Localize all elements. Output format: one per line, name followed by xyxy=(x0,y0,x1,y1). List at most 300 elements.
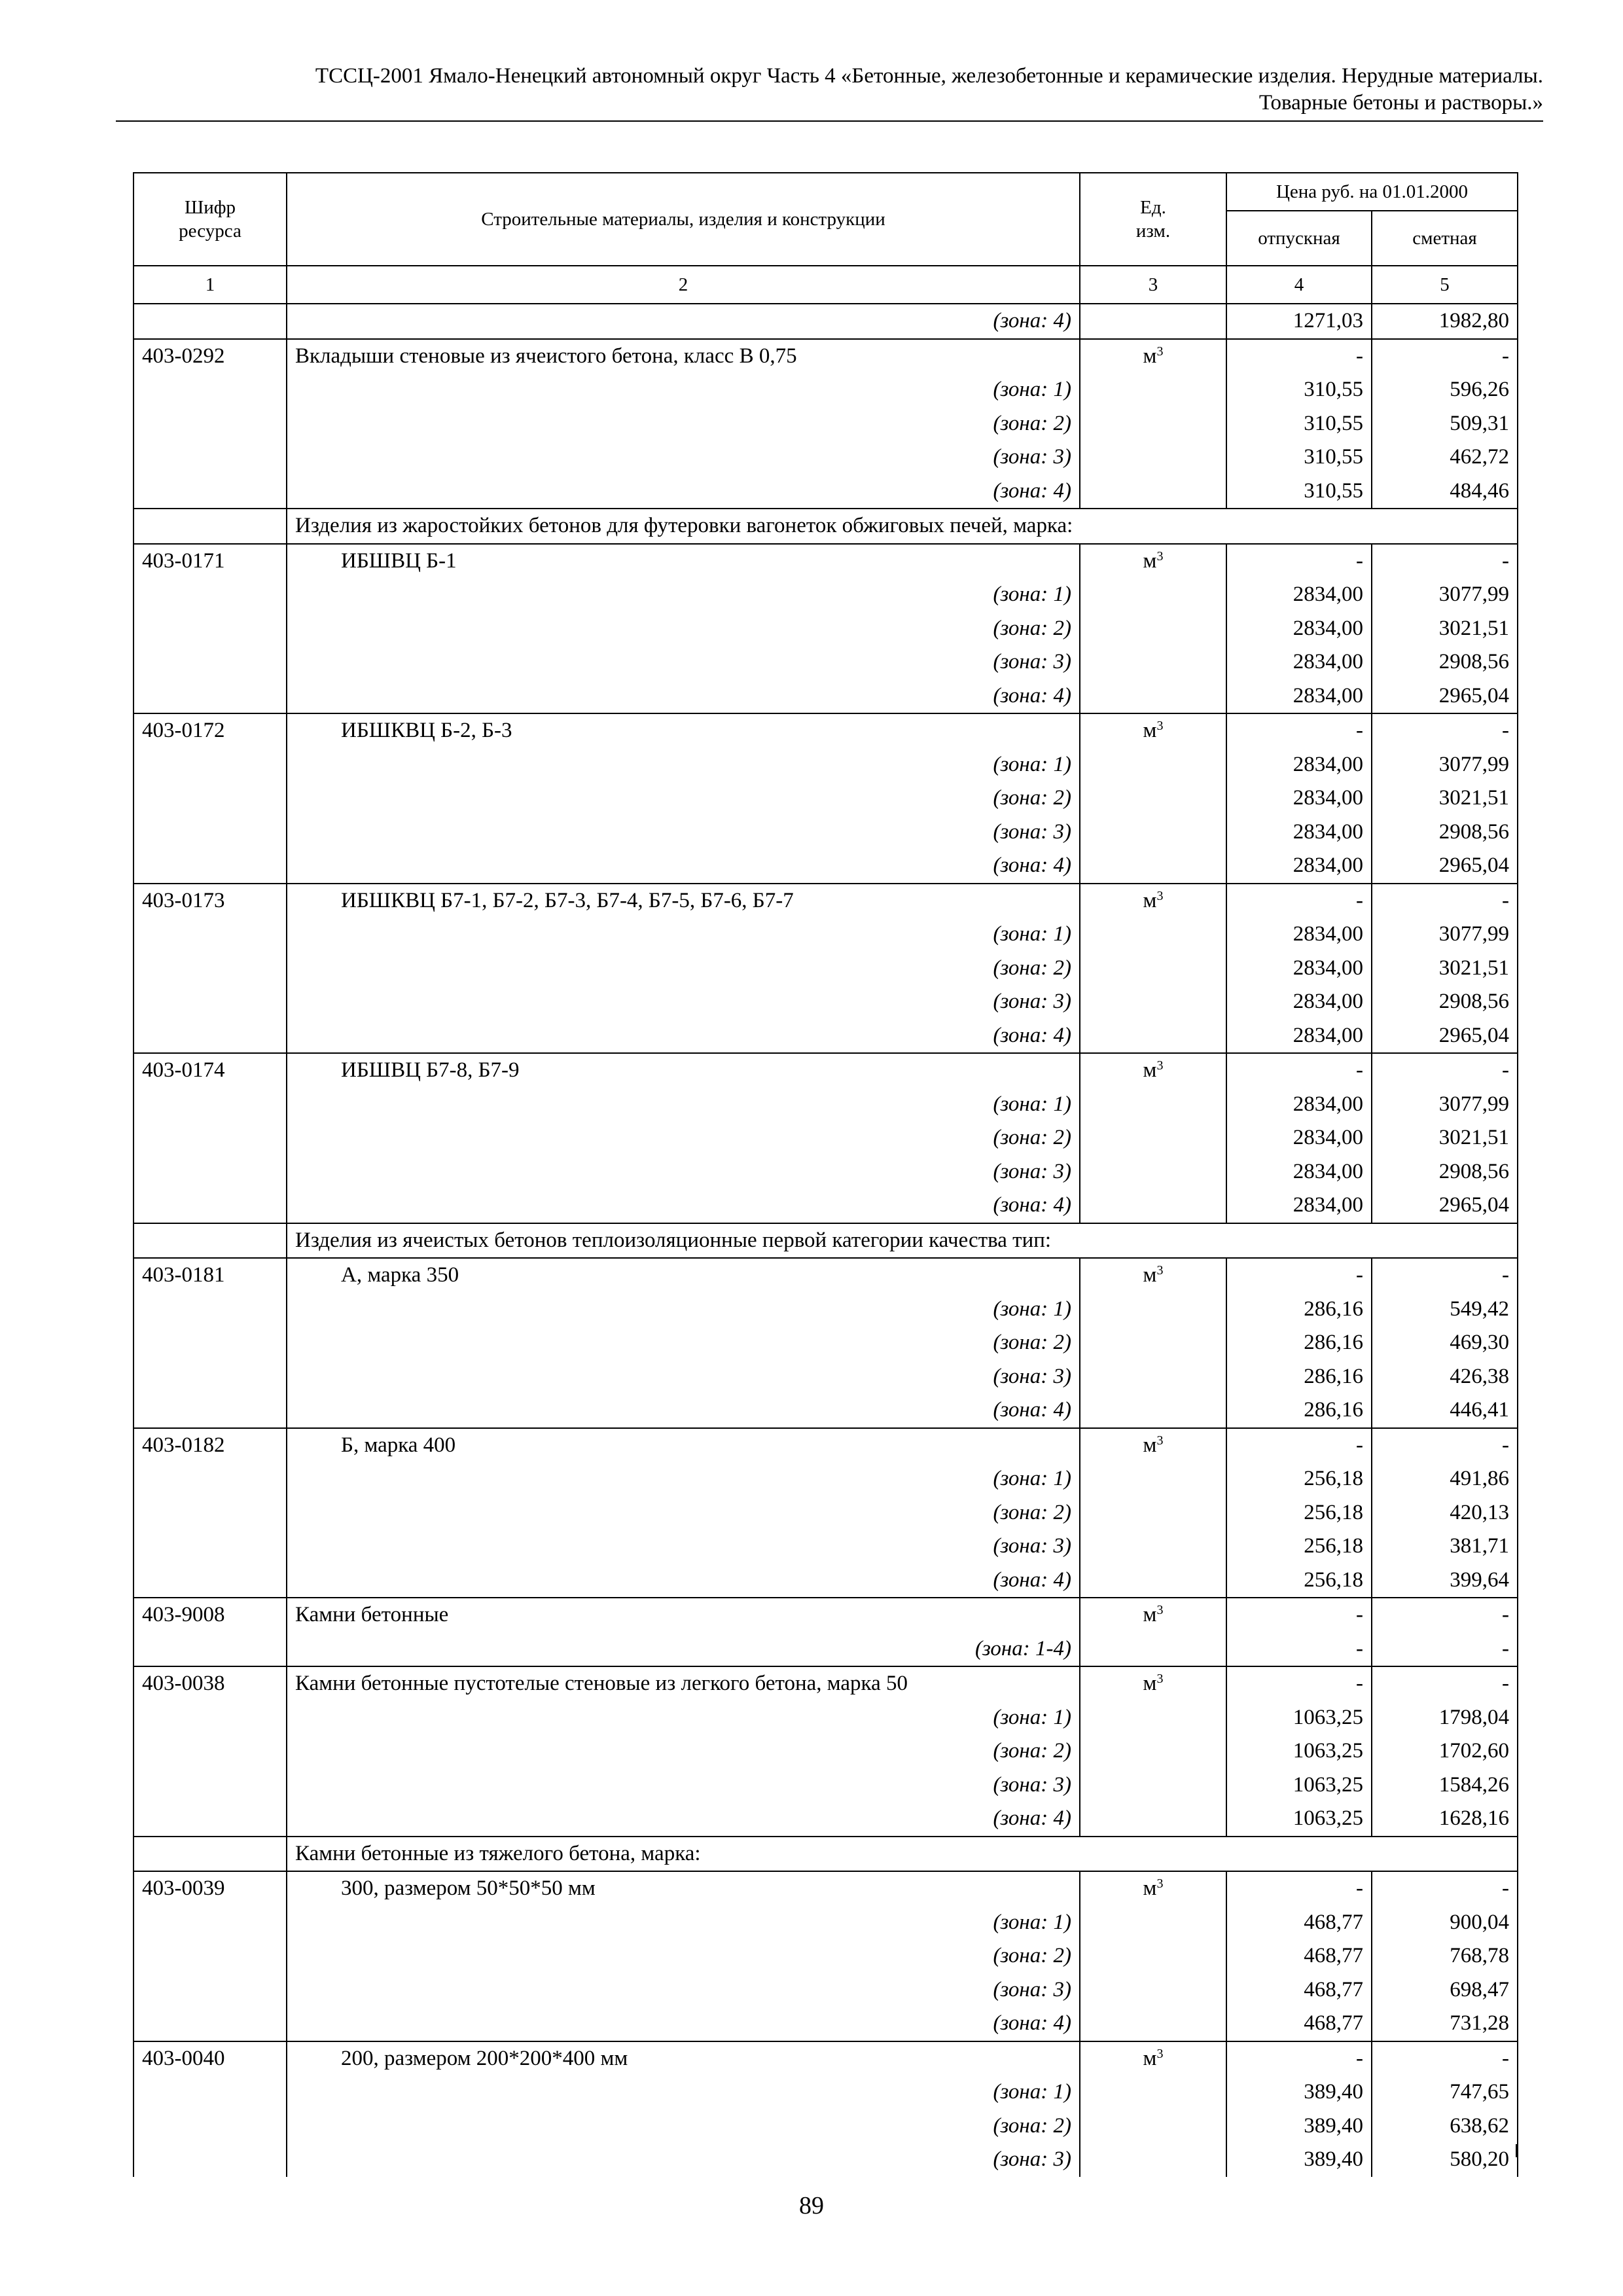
zone-label: (зона: 4) xyxy=(287,849,1080,884)
release-price: - xyxy=(1226,339,1372,374)
resource-code-cell xyxy=(134,1326,287,1360)
unit-cell xyxy=(1080,1155,1226,1189)
unit-cell xyxy=(1080,713,1226,748)
resource-code-cell xyxy=(134,781,287,816)
col-header-material: Строительные материалы, изделия и конструкции xyxy=(287,173,1080,266)
zone-label: (зона: 2) xyxy=(287,952,1080,986)
release-price: 310,55 xyxy=(1226,440,1372,475)
unit-label: м xyxy=(1143,1058,1157,1082)
unit-exponent: 3 xyxy=(1156,2046,1164,2061)
resource-code-cell xyxy=(134,2007,287,2041)
resource-code-cell xyxy=(134,1802,287,1837)
zone-label: (зона: 2) xyxy=(287,2109,1080,2144)
zone-price-row xyxy=(134,1088,1518,1122)
release-price: 2834,00 xyxy=(1226,781,1372,816)
material-name: ИБШВЦ Б7-8, Б7-9 xyxy=(287,1053,1080,1088)
unit-cell xyxy=(1080,816,1226,850)
group-heading: Изделия из ячеистых бетонов теплоизоляционные первой категории качества тип: xyxy=(287,1223,1518,1259)
unit-cell xyxy=(1080,578,1226,612)
estimate-price: 469,30 xyxy=(1372,1326,1518,1360)
zone-price-row xyxy=(134,1293,1518,1327)
resource-code-cell xyxy=(134,645,287,679)
resource-code-cell xyxy=(134,440,287,475)
resource-code-cell xyxy=(134,1360,287,1394)
estimate-price: - xyxy=(1372,1632,1518,1667)
estimate-price: 580,20 xyxy=(1372,2143,1518,2177)
material-name: 300, размером 50*50*50 мм xyxy=(287,1871,1080,1906)
resource-code-cell xyxy=(134,2143,287,2177)
resource-code-cell xyxy=(134,1496,287,1530)
zone-price-row xyxy=(134,1973,1518,2007)
resource-code: 403-0039 xyxy=(134,1871,287,1906)
estimate-price: 484,46 xyxy=(1372,475,1518,509)
estimate-price: 491,86 xyxy=(1372,1462,1518,1496)
release-price: 1063,25 xyxy=(1226,1701,1372,1735)
zone-price-row xyxy=(134,985,1518,1019)
zone-price-row xyxy=(134,1701,1518,1735)
estimate-price: 900,04 xyxy=(1372,1906,1518,1940)
zone-price-row xyxy=(134,475,1518,509)
running-header xyxy=(118,63,1543,117)
page-number: 89 xyxy=(799,2192,824,2219)
resource-code-cell xyxy=(134,2109,287,2144)
zone-price-row xyxy=(134,2007,1518,2041)
resource-code-cell xyxy=(134,1701,287,1735)
unit-cell xyxy=(1080,339,1226,374)
release-price: 468,77 xyxy=(1226,1906,1372,1940)
column-border-ext xyxy=(286,2144,287,2157)
zone-price-row xyxy=(134,849,1518,884)
col-number-5: 5 xyxy=(1372,266,1518,304)
zone-label: (зона: 4) xyxy=(287,304,1080,339)
release-price: 1063,25 xyxy=(1226,1768,1372,1803)
release-price: 2834,00 xyxy=(1226,1019,1372,1054)
zone-label: (зона: 2) xyxy=(287,407,1080,441)
release-price: 2834,00 xyxy=(1226,816,1372,850)
material-name: Камни бетонные xyxy=(287,1598,1080,1632)
zone-label: (зона: 4) xyxy=(287,1019,1080,1054)
col-number-2: 2 xyxy=(287,266,1080,304)
col-header-estimate-price: сметная xyxy=(1372,211,1518,266)
unit-cell xyxy=(1080,884,1226,918)
zone-label: (зона: 1) xyxy=(287,1088,1080,1122)
unit-cell xyxy=(1080,1293,1226,1327)
unit-cell xyxy=(1080,1121,1226,1155)
resource-code-cell xyxy=(134,509,287,544)
release-price: 310,55 xyxy=(1226,407,1372,441)
unit-cell xyxy=(1080,918,1226,952)
zone-label: (зона: 3) xyxy=(287,1530,1080,1564)
unit-cell xyxy=(1080,1019,1226,1054)
estimate-price: - xyxy=(1372,1053,1518,1088)
zone-price-row xyxy=(134,952,1518,986)
running-header-line-2: Товарные бетоны и растворы.» xyxy=(1258,91,1543,115)
resource-row xyxy=(134,1053,1518,1088)
unit-cell xyxy=(1080,1530,1226,1564)
release-price: 389,40 xyxy=(1226,2075,1372,2109)
zone-price-row xyxy=(134,407,1518,441)
zone-price-row xyxy=(134,1019,1518,1054)
estimate-price: 2908,56 xyxy=(1372,645,1518,679)
resource-code-cell xyxy=(134,475,287,509)
zone-price-row xyxy=(134,1906,1518,1940)
estimate-price: 426,38 xyxy=(1372,1360,1518,1394)
estimate-price: - xyxy=(1372,1871,1518,1906)
zone-label: (зона: 2) xyxy=(287,1326,1080,1360)
unit-cell xyxy=(1080,1564,1226,1598)
unit-label: м xyxy=(1143,1603,1157,1626)
estimate-price: 1798,04 xyxy=(1372,1701,1518,1735)
release-price: 2834,00 xyxy=(1226,918,1372,952)
table-body xyxy=(134,304,1518,2177)
col-header-code: Шифр ресурса xyxy=(134,173,287,266)
unit-cell xyxy=(1080,679,1226,714)
zone-label: (зона: 3) xyxy=(287,1360,1080,1394)
release-price: 389,40 xyxy=(1226,2109,1372,2144)
material-name: Вкладыши стеновые из ячеистого бетона, класс В 0,75 xyxy=(287,339,1080,374)
estimate-price: - xyxy=(1372,339,1518,374)
resource-code-cell xyxy=(134,1223,287,1259)
release-price: 256,18 xyxy=(1226,1496,1372,1530)
unit-label: м xyxy=(1143,548,1157,573)
material-name: А, марка 350 xyxy=(287,1258,1080,1293)
resource-row xyxy=(134,339,1518,374)
zone-price-row xyxy=(134,2109,1518,2144)
estimate-price: - xyxy=(1372,544,1518,579)
running-header-line-1: ТССЦ-2001 Ямало-Ненецкий автономный округ Часть 4 «Бетонные, железобетонные и керамические изделия. Нерудные материалы. xyxy=(315,64,1543,88)
zone-label: (зона: 2) xyxy=(287,1121,1080,1155)
estimate-price: 2965,04 xyxy=(1372,1189,1518,1223)
release-price: 1063,25 xyxy=(1226,1802,1372,1837)
resource-code-cell xyxy=(134,918,287,952)
group-heading: Камни бетонные из тяжелого бетона, марка: xyxy=(287,1837,1518,1872)
resource-row xyxy=(134,1871,1518,1906)
unit-exponent: 3 xyxy=(1156,1433,1164,1448)
unit-exponent: 3 xyxy=(1156,344,1164,359)
estimate-price: 2965,04 xyxy=(1372,1019,1518,1054)
resource-code-cell xyxy=(134,1530,287,1564)
resource-code-cell xyxy=(134,1155,287,1189)
release-price: 2834,00 xyxy=(1226,985,1372,1019)
estimate-price: 3021,51 xyxy=(1372,1121,1518,1155)
estimate-price: 3021,51 xyxy=(1372,612,1518,646)
zone-price-row xyxy=(134,1632,1518,1667)
zone-price-row xyxy=(134,645,1518,679)
zone-label: (зона: 1) xyxy=(287,1462,1080,1496)
release-price: 2834,00 xyxy=(1226,1088,1372,1122)
zone-label: (зона: 3) xyxy=(287,2143,1080,2177)
resource-code-cell xyxy=(134,612,287,646)
zone-price-row xyxy=(134,679,1518,714)
zone-price-row xyxy=(134,1393,1518,1428)
group-heading-row xyxy=(134,509,1518,544)
zone-price-row xyxy=(134,1189,1518,1223)
resource-code-cell xyxy=(134,679,287,714)
unit-exponent: 3 xyxy=(1156,719,1164,733)
zone-price-row xyxy=(134,1496,1518,1530)
col-header-unit: Ед. изм. xyxy=(1080,173,1226,266)
zone-label: (зона: 3) xyxy=(287,440,1080,475)
unit-cell xyxy=(1080,2143,1226,2177)
estimate-price: - xyxy=(1372,884,1518,918)
material-name: Камни бетонные пустотелые стеновые из легкого бетона, марка 50 xyxy=(287,1666,1080,1701)
resource-row xyxy=(134,713,1518,748)
zone-label: (зона: 1) xyxy=(287,748,1080,782)
estimate-price: 2965,04 xyxy=(1372,679,1518,714)
header-rule xyxy=(116,120,1543,122)
release-price: - xyxy=(1226,1666,1372,1701)
resource-code-cell xyxy=(134,1564,287,1598)
release-price: 286,16 xyxy=(1226,1293,1372,1327)
resource-code-cell xyxy=(134,2075,287,2109)
unit-cell xyxy=(1080,1393,1226,1428)
estimate-price: 399,64 xyxy=(1372,1564,1518,1598)
zone-label: (зона: 4) xyxy=(287,1189,1080,1223)
zone-price-row xyxy=(134,748,1518,782)
estimate-price: 3077,99 xyxy=(1372,1088,1518,1122)
estimate-price: - xyxy=(1372,1666,1518,1701)
estimate-price: 3077,99 xyxy=(1372,578,1518,612)
material-name: 200, размером 200*200*400 мм xyxy=(287,2041,1080,2076)
zone-price-row xyxy=(134,1768,1518,1803)
zone-price-row xyxy=(134,918,1518,952)
unit-cell xyxy=(1080,544,1226,579)
resource-code-cell xyxy=(134,1973,287,2007)
resource-code-cell xyxy=(134,1019,287,1054)
release-price: - xyxy=(1226,1053,1372,1088)
zone-price-row xyxy=(134,1360,1518,1394)
estimate-price: 596,26 xyxy=(1372,373,1518,407)
estimate-price: 2908,56 xyxy=(1372,985,1518,1019)
unit-label: м xyxy=(1143,719,1157,742)
release-price: 2834,00 xyxy=(1226,612,1372,646)
estimate-price: 638,62 xyxy=(1372,2109,1518,2144)
unit-label: м xyxy=(1143,1672,1157,1695)
estimate-price: 3021,51 xyxy=(1372,952,1518,986)
estimate-price: 381,71 xyxy=(1372,1530,1518,1564)
unit-cell xyxy=(1080,1258,1226,1293)
estimate-price: 462,72 xyxy=(1372,440,1518,475)
resource-code: 403-0040 xyxy=(134,2041,287,2076)
col-number-1: 1 xyxy=(134,266,287,304)
resource-code-cell xyxy=(134,1189,287,1223)
resource-code: 403-0171 xyxy=(134,544,287,579)
resource-code: 403-0173 xyxy=(134,884,287,918)
column-border-ext xyxy=(1079,2144,1080,2157)
estimate-price: 446,41 xyxy=(1372,1393,1518,1428)
zone-price-row xyxy=(134,781,1518,816)
zone-price-row xyxy=(134,1802,1518,1837)
resource-code: 403-0182 xyxy=(134,1428,287,1463)
resource-code-cell xyxy=(134,373,287,407)
resource-code-cell xyxy=(134,952,287,986)
release-price: - xyxy=(1226,1598,1372,1632)
unit-cell xyxy=(1080,985,1226,1019)
col-header-price: Цена руб. на 01.01.2000 xyxy=(1226,173,1518,211)
release-price: 286,16 xyxy=(1226,1393,1372,1428)
estimate-price: 3021,51 xyxy=(1372,781,1518,816)
resource-code-cell xyxy=(134,849,287,884)
zone-label: (зона: 2) xyxy=(287,1734,1080,1768)
material-name: ИБШКВЦ Б-2, Б-3 xyxy=(287,713,1080,748)
resource-code-cell xyxy=(134,985,287,1019)
zone-label: (зона: 3) xyxy=(287,1155,1080,1189)
resource-code-cell xyxy=(134,1088,287,1122)
release-price: 2834,00 xyxy=(1226,1121,1372,1155)
unit-cell xyxy=(1080,2007,1226,2041)
unit-label: м xyxy=(1143,2046,1157,2070)
release-price: - xyxy=(1226,884,1372,918)
estimate-price: - xyxy=(1372,1598,1518,1632)
estimate-price: 2965,04 xyxy=(1372,849,1518,884)
resource-code-cell xyxy=(134,1734,287,1768)
resource-row xyxy=(134,1258,1518,1293)
unit-cell xyxy=(1080,1871,1226,1906)
resource-row xyxy=(134,1666,1518,1701)
resource-code: 403-9008 xyxy=(134,1598,287,1632)
zone-label: (зона: 4) xyxy=(287,1802,1080,1837)
estimate-price: 1702,60 xyxy=(1372,1734,1518,1768)
unit-cell xyxy=(1080,849,1226,884)
release-price: 389,40 xyxy=(1226,2143,1372,2177)
unit-cell xyxy=(1080,304,1226,339)
zone-price-row xyxy=(134,1155,1518,1189)
resource-code-cell xyxy=(134,1293,287,1327)
unit-cell xyxy=(1080,373,1226,407)
release-price: 2834,00 xyxy=(1226,748,1372,782)
release-price: 256,18 xyxy=(1226,1530,1372,1564)
zone-label: (зона: 1) xyxy=(287,1701,1080,1735)
zone-label: (зона: 1) xyxy=(287,1293,1080,1327)
column-border-ext xyxy=(133,2144,134,2157)
resource-code-cell xyxy=(134,1121,287,1155)
unit-cell xyxy=(1080,1326,1226,1360)
estimate-price: 747,65 xyxy=(1372,2075,1518,2109)
unit-cell xyxy=(1080,1360,1226,1394)
resource-row xyxy=(134,2041,1518,2076)
release-price: - xyxy=(1226,1428,1372,1463)
resource-code-cell xyxy=(134,1393,287,1428)
estimate-price: 1982,80 xyxy=(1372,304,1518,339)
resource-code-cell xyxy=(134,1768,287,1803)
estimate-price: 549,42 xyxy=(1372,1293,1518,1327)
unit-cell xyxy=(1080,1088,1226,1122)
unit-cell xyxy=(1080,952,1226,986)
zone-price-row xyxy=(134,440,1518,475)
zone-label: (зона: 1-4) xyxy=(287,1632,1080,1667)
col-number-4: 4 xyxy=(1226,266,1372,304)
unit-cell xyxy=(1080,2075,1226,2109)
release-price: 2834,00 xyxy=(1226,1189,1372,1223)
release-price: 286,16 xyxy=(1226,1360,1372,1394)
resource-code-cell xyxy=(134,304,287,339)
resource-code-cell xyxy=(134,578,287,612)
col-number-3: 3 xyxy=(1080,266,1226,304)
zone-price-row xyxy=(134,1326,1518,1360)
unit-cell xyxy=(1080,2109,1226,2144)
resource-row xyxy=(134,1598,1518,1632)
resource-row xyxy=(134,1428,1518,1463)
resource-code-cell xyxy=(134,816,287,850)
unit-label: м xyxy=(1143,344,1157,368)
estimate-price: 509,31 xyxy=(1372,407,1518,441)
estimate-price: 2908,56 xyxy=(1372,1155,1518,1189)
group-heading-row xyxy=(134,1223,1518,1259)
release-price: 468,77 xyxy=(1226,1973,1372,2007)
resource-code-cell xyxy=(134,407,287,441)
zone-label: (зона: 1) xyxy=(287,578,1080,612)
unit-cell xyxy=(1080,475,1226,509)
zone-label: (зона: 3) xyxy=(287,985,1080,1019)
zone-price-row xyxy=(134,1462,1518,1496)
unit-label: м xyxy=(1143,888,1157,912)
unit-cell xyxy=(1080,1428,1226,1463)
zone-price-row xyxy=(134,1939,1518,1973)
release-price: 2834,00 xyxy=(1226,849,1372,884)
resource-code: 403-0172 xyxy=(134,713,287,748)
unit-exponent: 3 xyxy=(1156,1263,1164,1278)
release-price: 2834,00 xyxy=(1226,679,1372,714)
resource-row xyxy=(134,884,1518,918)
release-price: - xyxy=(1226,544,1372,579)
resource-code-cell xyxy=(134,1939,287,1973)
estimate-price: - xyxy=(1372,713,1518,748)
resource-code-cell xyxy=(134,1462,287,1496)
zone-label: (зона: 1) xyxy=(287,2075,1080,2109)
resource-code: 403-0181 xyxy=(134,1258,287,1293)
unit-cell xyxy=(1080,2041,1226,2076)
estimate-price: 1628,16 xyxy=(1372,1802,1518,1837)
zone-label: (зона: 2) xyxy=(287,1939,1080,1973)
zone-label: (зона: 2) xyxy=(287,612,1080,646)
release-price: - xyxy=(1226,2041,1372,2076)
resource-code-cell xyxy=(134,1906,287,1940)
zone-label: (зона: 2) xyxy=(287,781,1080,816)
col-header-release-price: отпускная xyxy=(1226,211,1372,266)
material-name: ИБШКВЦ Б7-1, Б7-2, Б7-3, Б7-4, Б7-5, Б7-6, Б7-7 xyxy=(287,884,1080,918)
release-price: 1063,25 xyxy=(1226,1734,1372,1768)
unit-cell xyxy=(1080,1632,1226,1667)
unit-exponent: 3 xyxy=(1156,1603,1164,1617)
zone-price-row xyxy=(134,373,1518,407)
estimate-price: - xyxy=(1372,2041,1518,2076)
group-heading-row xyxy=(134,1837,1518,1872)
unit-exponent: 3 xyxy=(1156,888,1164,903)
estimate-price: - xyxy=(1372,1428,1518,1463)
unit-exponent: 3 xyxy=(1156,1058,1164,1073)
group-heading: Изделия из жаростойких бетонов для футеровки вагонеток обжиговых печей, марка: xyxy=(287,509,1518,544)
release-price: 2834,00 xyxy=(1226,645,1372,679)
estimate-price: 3077,99 xyxy=(1372,918,1518,952)
zone-label: (зона: 3) xyxy=(287,816,1080,850)
release-price: 2834,00 xyxy=(1226,952,1372,986)
estimate-price: 3077,99 xyxy=(1372,748,1518,782)
unit-cell xyxy=(1080,612,1226,646)
release-price: 468,77 xyxy=(1226,2007,1372,2041)
zone-label: (зона: 1) xyxy=(287,1906,1080,1940)
resource-code: 403-0174 xyxy=(134,1053,287,1088)
zone-label: (зона: 4) xyxy=(287,679,1080,714)
release-price: 2834,00 xyxy=(1226,1155,1372,1189)
estimate-price: - xyxy=(1372,1258,1518,1293)
zone-label: (зона: 1) xyxy=(287,373,1080,407)
unit-exponent: 3 xyxy=(1156,548,1164,564)
unit-cell xyxy=(1080,1768,1226,1803)
resource-code-cell xyxy=(134,1632,287,1667)
zone-label: (зона: 4) xyxy=(287,1393,1080,1428)
release-price: 256,18 xyxy=(1226,1462,1372,1496)
zone-price-row xyxy=(134,816,1518,850)
